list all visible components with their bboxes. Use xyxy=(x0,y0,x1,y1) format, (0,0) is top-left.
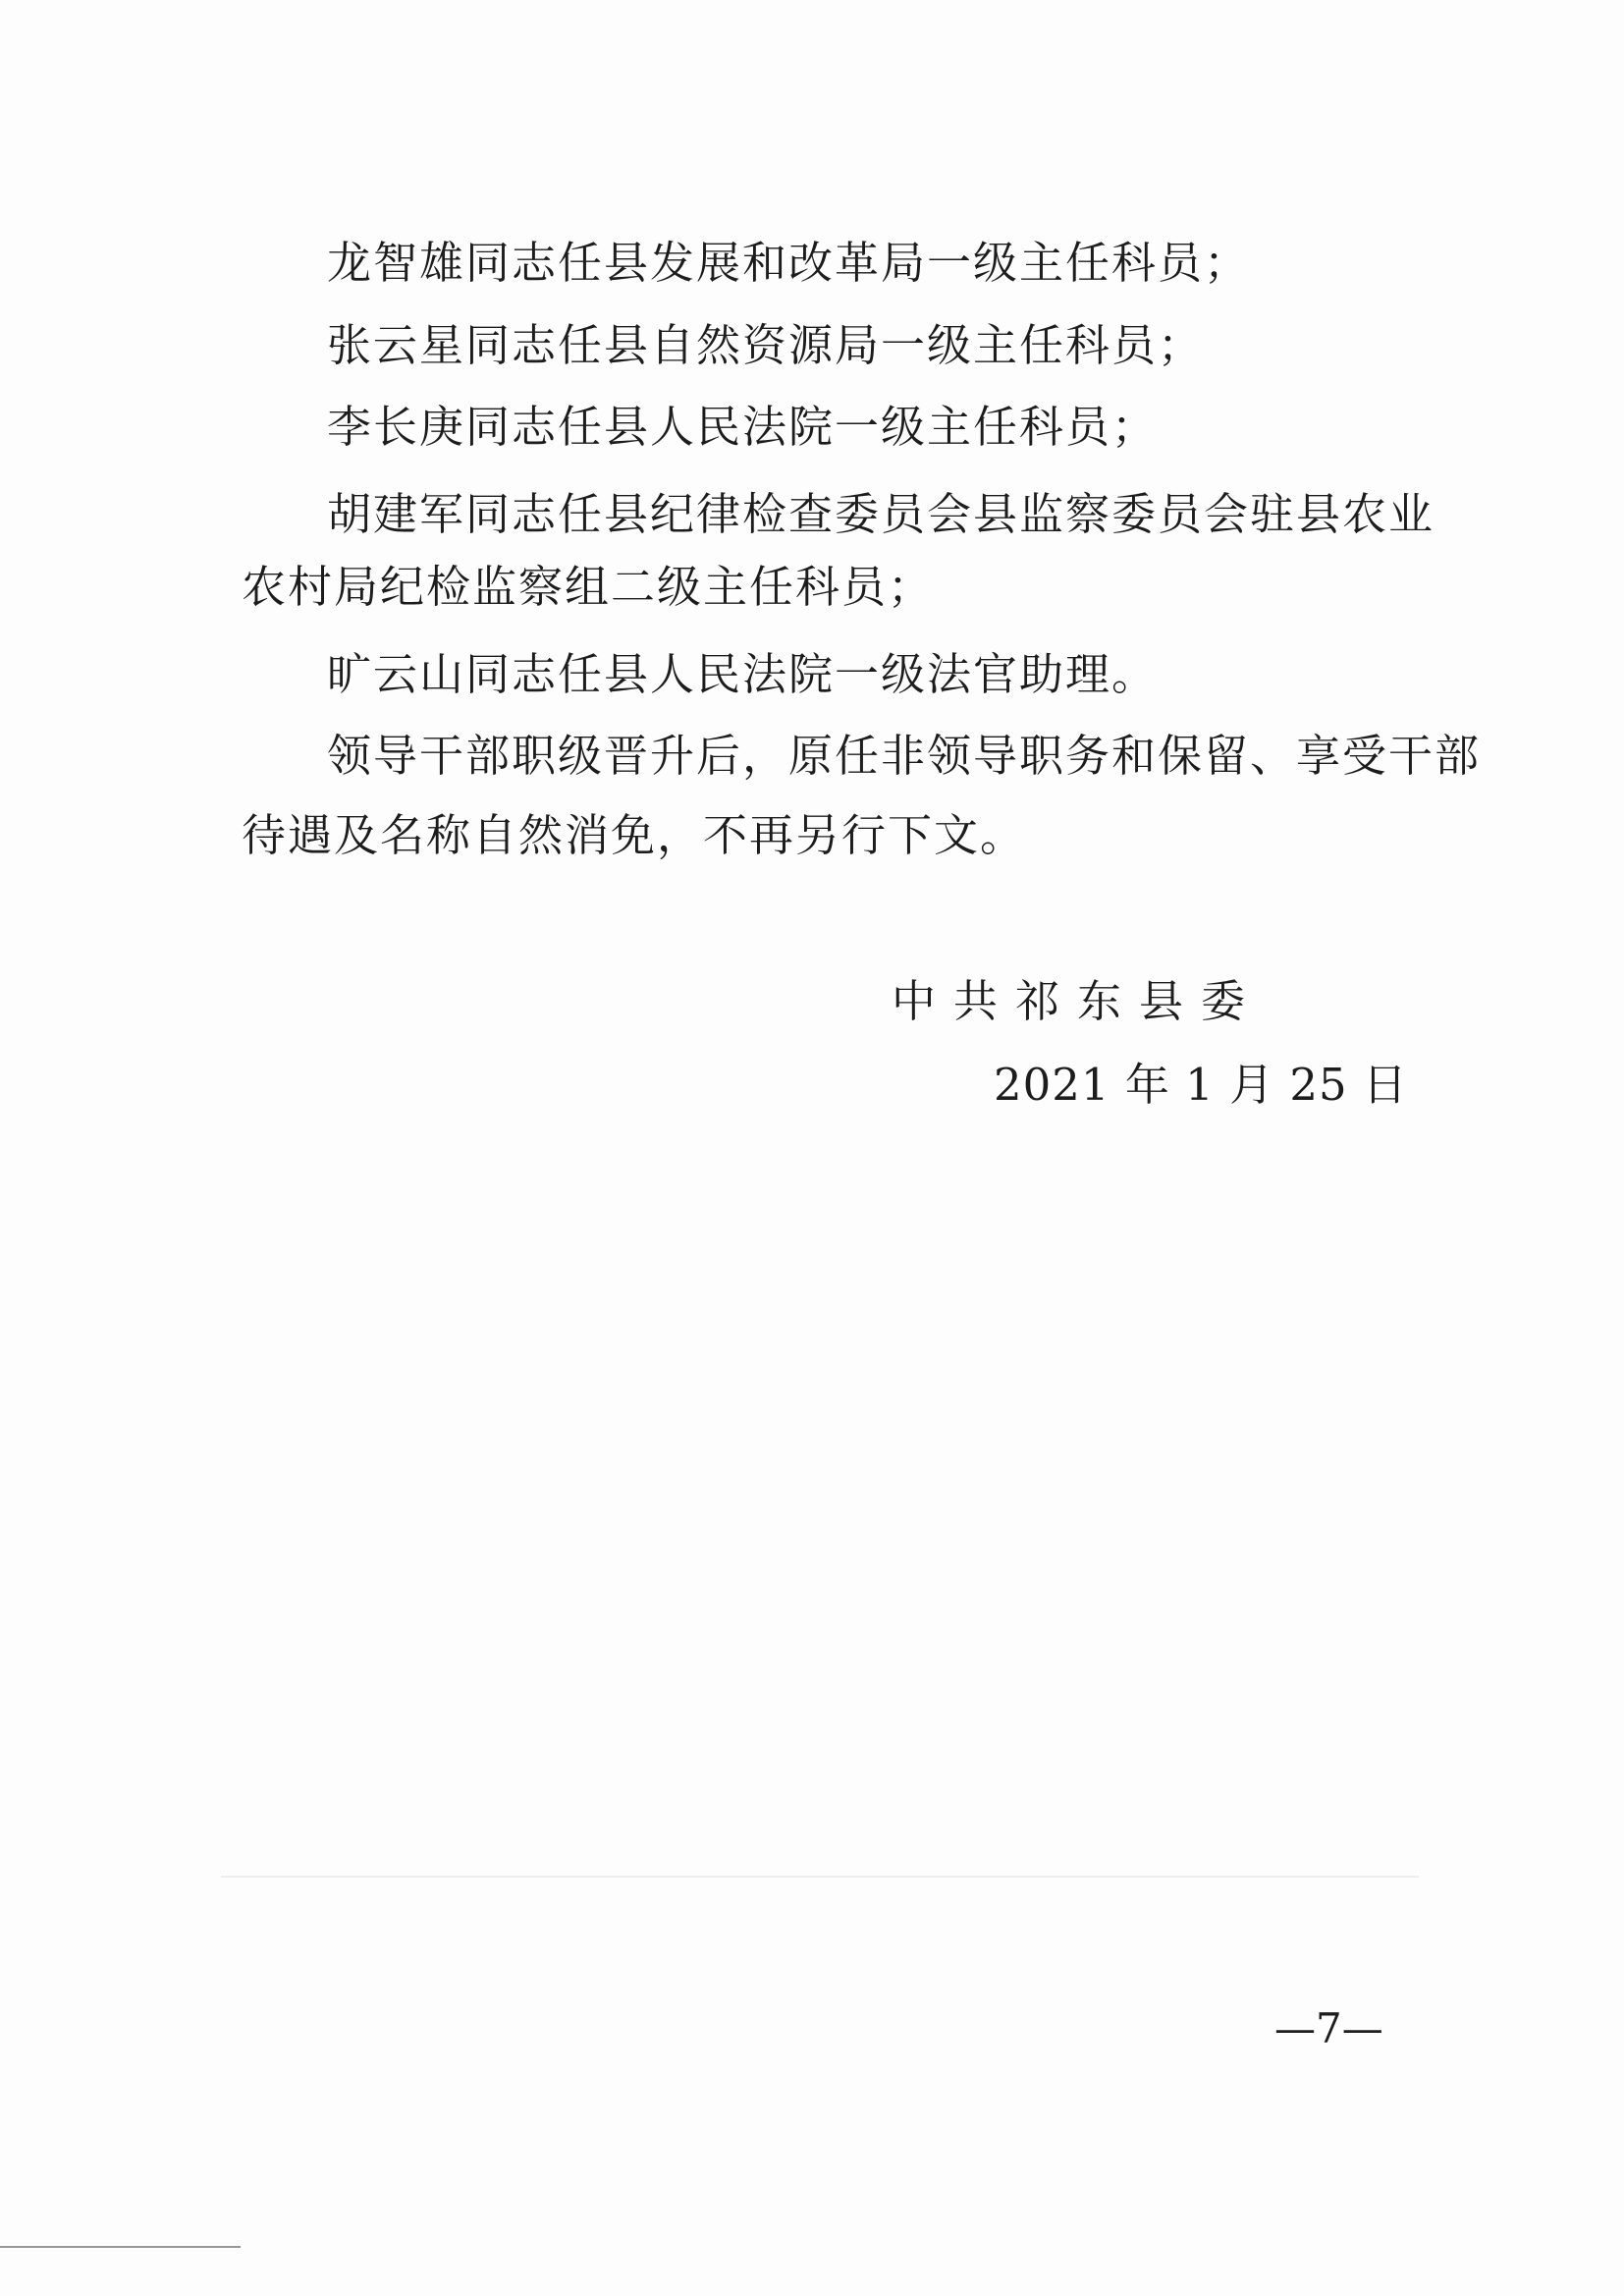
scan-edge-mark xyxy=(0,2246,241,2248)
paragraph-appointment-zhang-yunxing: 张云星同志任县自然资源局一级主任科员； xyxy=(327,319,1205,371)
signature-date: 2021 年 1 月 25 日 xyxy=(994,1059,1408,1111)
signature-organization: 中共祁东县委 xyxy=(892,975,1264,1027)
paragraph-appointment-kuang-yunshan: 旷云山同志任县人民法院一级法官助理。 xyxy=(327,648,1159,700)
paragraph-appointment-hu-jianjun-line1: 胡建军同志任县纪律检查委员会县监察委员会驻县农业 xyxy=(327,488,1435,540)
faint-back-page-imprint xyxy=(221,1876,1419,1917)
paragraph-note-line1: 领导干部职级晋升后，原任非领导职务和保留、享受干部 xyxy=(327,730,1482,782)
page-number: —7— xyxy=(1274,2004,1383,2052)
paragraph-appointment-long-zhixiong: 龙智雄同志任县发展和改革局一级主任科员； xyxy=(327,237,1251,289)
paragraph-appointment-hu-jianjun-line2: 农村局纪检监察组二级主任科员； xyxy=(242,561,935,613)
paragraph-note-line2: 待遇及名称自然消免，不再另行下文。 xyxy=(242,809,1027,861)
paragraph-appointment-li-changgeng: 李长庚同志任县人民法院一级主任科员； xyxy=(327,401,1159,453)
